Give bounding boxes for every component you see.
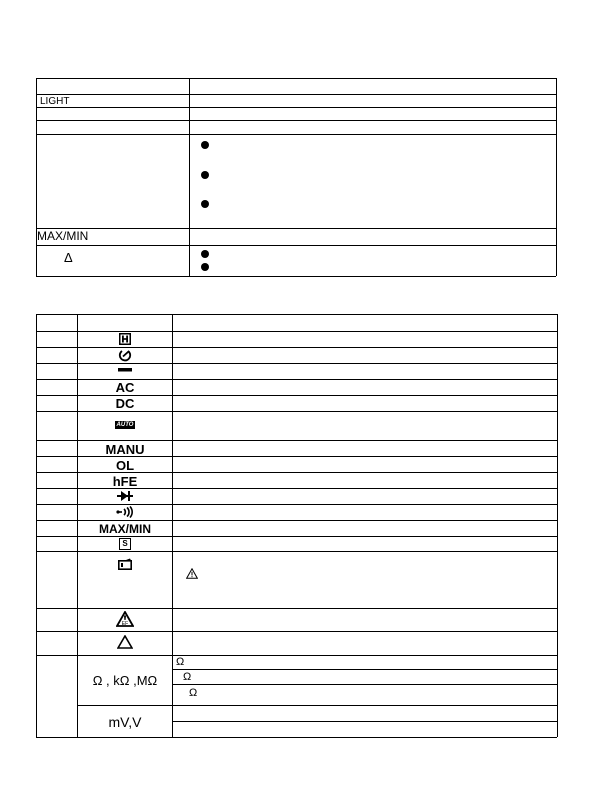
ef-label: EF <box>121 621 129 627</box>
bullet-icon <box>201 250 209 258</box>
ohm-sub-1: Ω <box>176 656 185 668</box>
maxmin-symbol: MAX/MIN <box>99 522 151 536</box>
relative-icon <box>117 635 133 649</box>
s-box-icon: S <box>119 538 131 550</box>
auto-badge: AUTO <box>116 422 134 428</box>
diode-icon <box>117 490 133 502</box>
auto-power-off-icon <box>118 348 132 362</box>
ohm-units-symbol: Ω , kΩ ,MΩ <box>92 673 158 688</box>
volt-units-symbol: mV,V <box>108 714 142 730</box>
ef-warning-icon <box>116 611 134 627</box>
dc-symbol: DC <box>115 396 135 411</box>
ohm-sub-3: Ω <box>189 687 198 699</box>
ac-symbol: AC <box>115 380 135 395</box>
hfe-symbol: hFE <box>112 474 138 489</box>
warning-icon <box>186 568 198 579</box>
ohm-sub-2: Ω <box>183 671 192 683</box>
bullet-icon <box>201 141 209 149</box>
delta-label: Δ <box>64 250 73 265</box>
bullet-icon <box>201 200 209 208</box>
battery-icon <box>118 558 132 570</box>
max-min-label: MAX/MIN <box>37 229 89 243</box>
hold-icon <box>119 333 131 345</box>
ol-symbol: OL <box>115 458 135 473</box>
continuity-icon <box>116 506 134 518</box>
bullet-icon <box>201 263 209 271</box>
bullet-icon <box>201 171 209 179</box>
minus-icon <box>118 368 132 372</box>
manu-symbol: MANU <box>105 442 145 457</box>
light-label: LIGHT <box>40 96 70 107</box>
